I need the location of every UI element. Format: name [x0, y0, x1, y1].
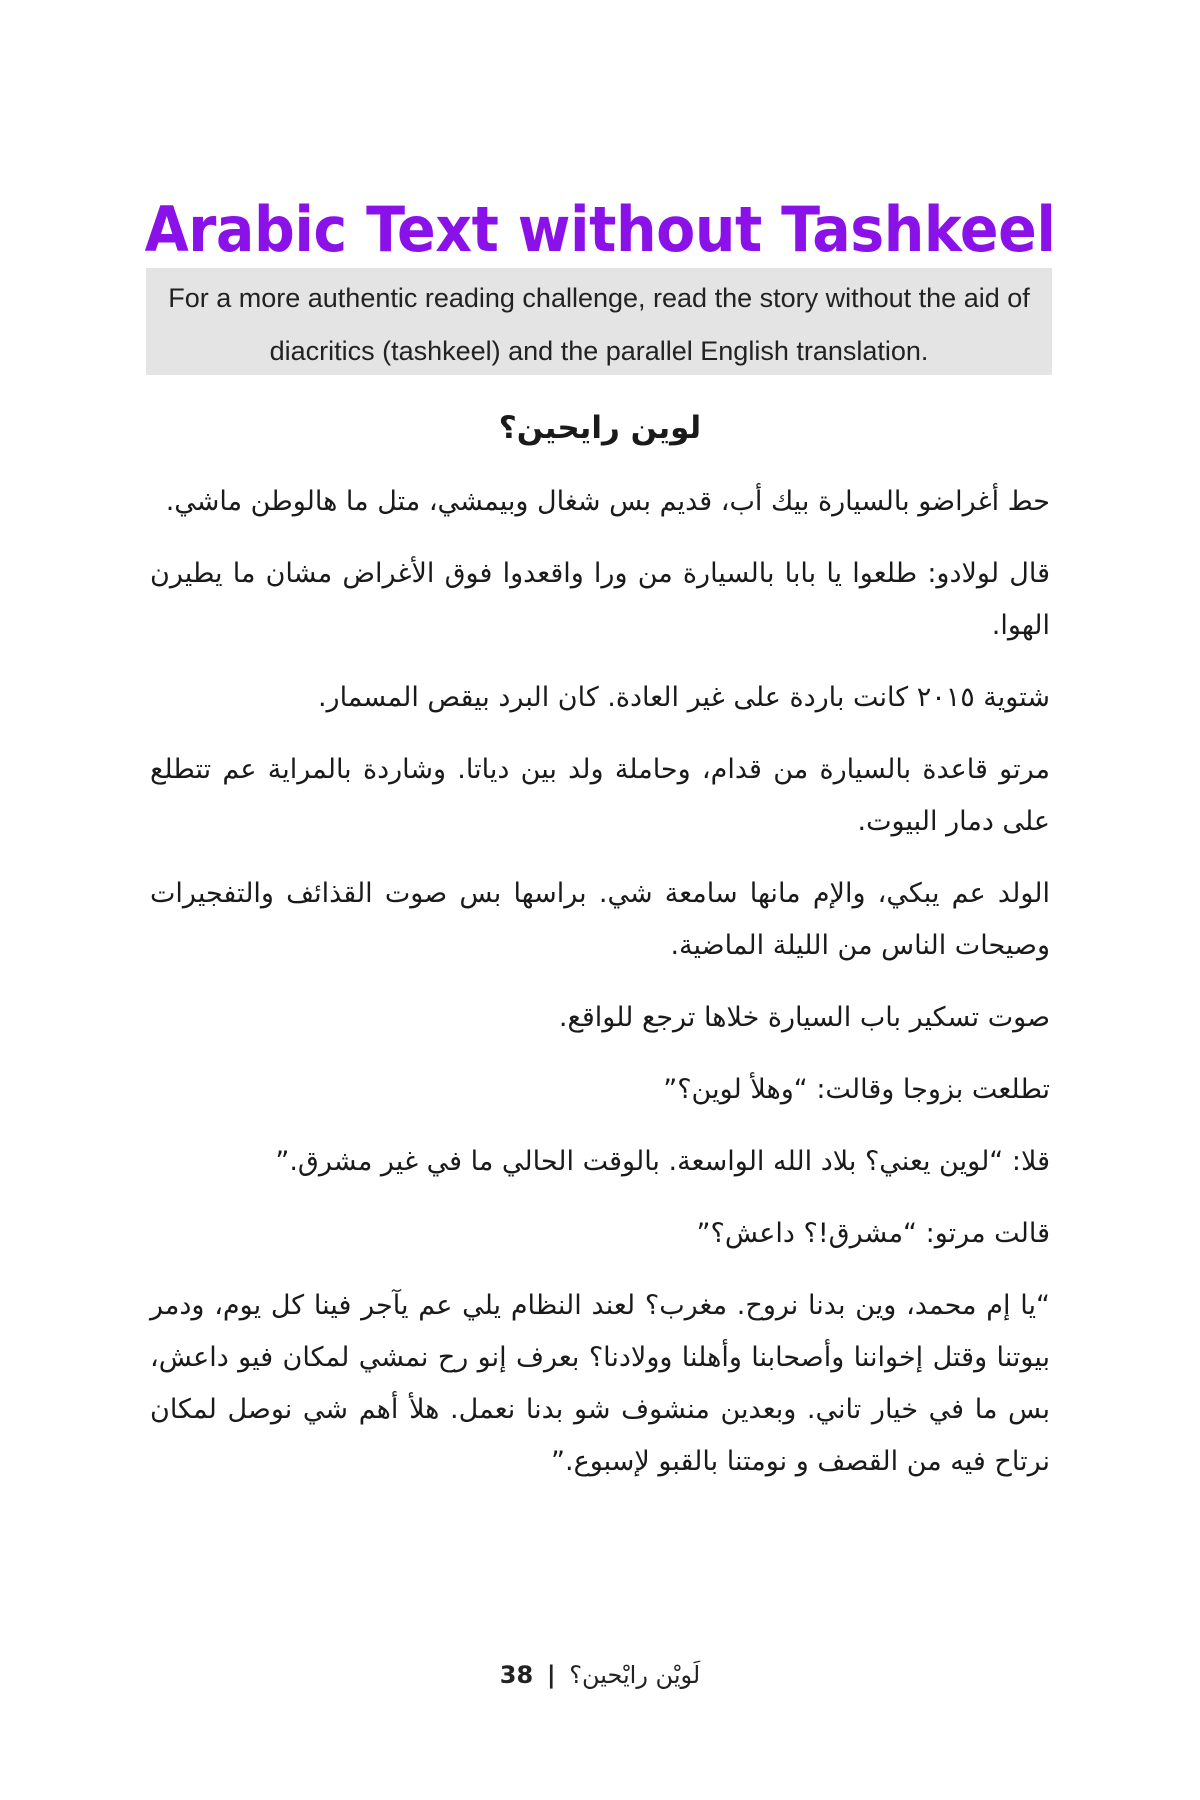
story-paragraph-6: صوت تسكير باب السيارة خلاها ترجع للواقع.	[558, 1002, 1050, 1033]
intro-box: For a more authentic reading challenge, read the story without the aid of diacritics (tashkeel) and the parallel English translation.	[146, 268, 1052, 375]
story-paragraph-4: مرتو قاعدة بالسيارة من قدام، وحاملة ولد بين دياتا. وشاردة بالمراية عم تتطلع على دمار البيوت.	[150, 754, 1050, 837]
story-paragraph-3: شتوية ٢٠١٥ كانت باردة على غير العادة. كان البرد بيقص المسمار.	[317, 682, 1050, 713]
story-paragraph-1: حط أغراضو بالسيارة بيك أب، قديم بس شغال وبيمشي، متل ما هالوطن ماشي.	[165, 486, 1050, 517]
story-title: لوين رايحين؟	[498, 410, 702, 446]
page-title: Arabic Text without Tashkeel	[144, 192, 1056, 266]
story-paragraph-8: قلا: “لوين يعني؟ بلاد الله الواسعة. بالوقت الحالي ما في غير مشرق.”	[275, 1146, 1050, 1177]
story-paragraph-5: الولد عم يبكي، والإم مانها سامعة شي. براسها بس صوت القذائف والتفجيرات وصيحات الناس من الليلة الماضية.	[150, 878, 1050, 961]
story-paragraph-9: قالت مرتو: “مشرق!؟ داعش؟”	[696, 1218, 1050, 1249]
footer-separator: |	[546, 1661, 556, 1689]
story-body	[150, 398, 1050, 1508]
footer-book-title: لَويْن رايْحين؟	[569, 1661, 701, 1689]
page-number: 38	[499, 1661, 534, 1689]
story-paragraph-7: تطلعت بزوجا وقالت: “وهلأ لوين؟”	[663, 1074, 1050, 1105]
story-paragraph-2: قال لولادو: طلعوا يا بابا بالسيارة من ورا واقعدوا فوق الأغراض مشان ما يطيرن الهوا.	[150, 558, 1050, 641]
story-paragraph-10: “يا إم محمد، وين بدنا نروح. مغرب؟ لعند النظام يلي عم يآجر فينا كل يوم، ودمر بيوتنا وقتل إخواننا وأصحابنا وأهلنا وولادنا؟ بعرف إنو رح نمشي لمكان فيو داعش، بس ما في خيار تاني. وبعدين منشوف شو بدنا نعمل. هلأ أهم شي نوصل لمكان نرتاح فيه من القصف و نومتنا بالقبو لإسبوع.”	[150, 1290, 1050, 1477]
page-footer	[0, 1655, 1200, 1695]
